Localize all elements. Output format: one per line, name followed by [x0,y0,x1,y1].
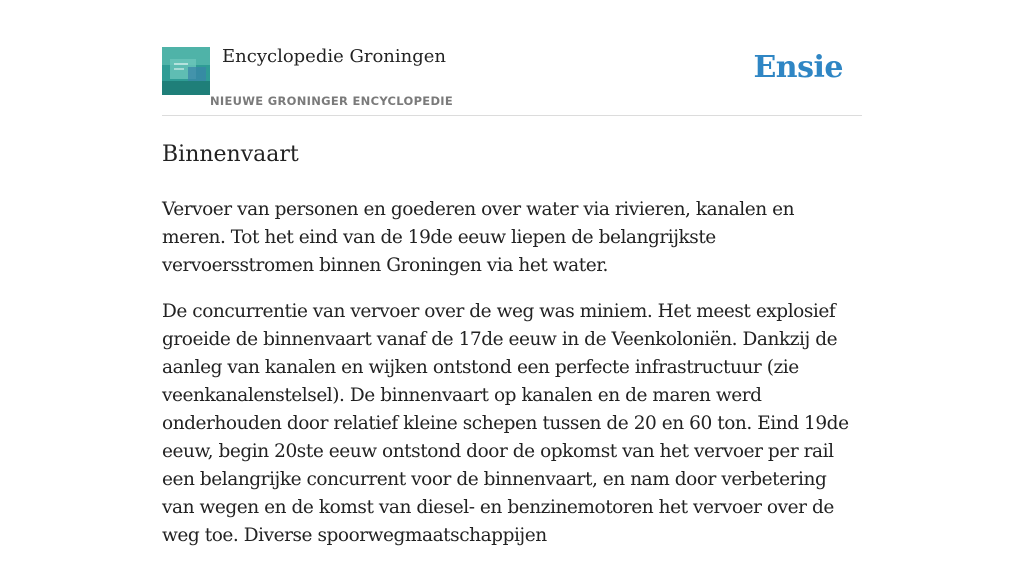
site-subtitle: NIEUWE GRONINGER ENCYCLOPEDIE [210,94,454,108]
encyclopedia-logo-icon[interactable] [162,47,210,95]
ensie-logo-link[interactable]: Ensie [753,50,843,85]
article [162,140,862,568]
site-name[interactable]: Encyclopedie Groningen [222,46,447,67]
article-paragraph: De concurrentie van vervoer over de weg was miniem. Het meest explosief groeide de binnenvaart vanaf de 17de eeuw in de Veenkoloniën. Dankzij de aanleg van kanalen en wijken ontstond een perfecte infrastructuur (zie veenkanalenstelsel). De binnenvaart op kanalen en de maren werd onderhouden door relatief kleine schepen tussen de 20 en 60 ton. Eind 19de eeuw, begin 20ste eeuw ontstond door de opkomst van het vervoer per rail een belangrijke concurrent voor de binnenvaart, en nam door verbetering van wegen en de komst van diesel- en benzinemotoren het vervoer over de weg toe. Diverse spoorwegmaatschappijen [162,301,849,546]
encyclopedia-logo-image [162,47,210,95]
article-paragraph: Vervoer van personen en goederen over water via rivieren, kanalen en meren. Tot het eind van de 19de eeuw liepen de belangrijkste vervoersstromen binnen Groningen via het water. [162,199,795,276]
article-title: Binnenvaart [162,142,299,167]
site-header [162,0,862,116]
